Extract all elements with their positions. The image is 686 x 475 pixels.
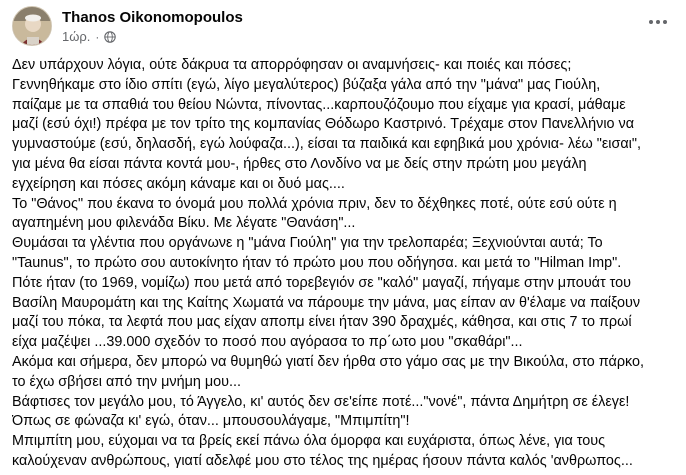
post-text-line: Δεν υπάρχουν λόγια, ούτε δάκρυα τα απορρόφησαν οι αναμνήσεις- και ποιές και πόσες; (12, 57, 572, 73)
post-text-line: Θυμάσαι τα γλέντια που οργάνωνε η "μάνα Γιούλη" για την τρελοπαρέα; Ξεχνιούνται αυτά; Το (12, 235, 603, 252)
post-text-line: είχα μαζέψει ...39.000 σχεδόν το ποσό που αγόρασα το πρ΄ωτο μου "σκαθάρι"... (12, 334, 523, 351)
post-text-line: εγχείρηση και πόσες ακόμη κάναμε και οι δυό μας.... (12, 175, 345, 192)
post-text-line: παίζαμε με τα σπαθιά του θείου Νώντα, πίνοντας...καρπουζόζουμο που είχαμε για κρασί, μάθαμε (12, 96, 626, 113)
post-text-line: Πότε ήταν (το 1969, νομίζω) που μετά από τορεβεγιόν σε "καλό" μαγαζί, πήγαμε στην μπουάτ του (12, 274, 632, 291)
more-dot (663, 20, 667, 24)
post-text-line: μαζί (εσύ όχι!) πρέφα με τον τρίτο της κομπανίας Θόδωρο Καστρινό. Τρέχαμε στον Πανελλήνιο να (12, 116, 635, 133)
post-text-line: Ακόμα και σήμερα, δεν μπορώ να θυμηθώ γιατί δεν ήρθα στο γάμο σας με την Βικούλα, στο πάρκο, (12, 353, 645, 370)
globe-icon[interactable] (104, 31, 116, 43)
post-text-line: το έχω σβήσει από την μνήμη μου... (12, 373, 242, 390)
post-text-line: για μένα θα είσαι πάντα κοντά μου-, ήρθες στο Λονδίνο να με δείς στην πρώτη μου μεγάλη (12, 155, 587, 172)
post-text-line: Μπιμπίτη μου, εύχομαι να τα βρείς εκεί πάνω όλα όμορφα και ευχάριστα, όπως λένε, για τους (12, 433, 606, 450)
post-text-line: καλούχεναν ανθρώπους, γιατί αδελφέ μου στο τέλος της ημέρας ήσουν πάντα καλός 'ανθρωπος... (12, 452, 633, 469)
post-text-line: γυμναστούμε (εσύ, δηλασδή, εγώ λούφαζα...), είσαι τα παιδικά και εφηβικά μου χρόνια- λέω "εισαι", (12, 136, 641, 153)
avatar[interactable] (12, 6, 52, 46)
post-header (12, 6, 676, 46)
post-text-line: Το "Θάνος" που έκανα το όνομά μου πολλά χρόνια πριν, δεν το δέχθηκες ποτέ, ούτε εσύ ούτε η (12, 195, 617, 212)
post-text-line: Βασίλη Μαυρομάτη και της Καίτης Χωματά να πάρουμε την μάνα, μας είπαν αν θ'έλαμε να παίξουν (12, 294, 641, 311)
post-timestamp[interactable]: 1ώρ. (62, 29, 91, 44)
post-meta (62, 29, 116, 44)
post-text-line: αγαπημένη μου φιλενάδα Βίκυ. Με λέγατε "Θανάση"... (12, 215, 356, 232)
separator-dot: · (95, 29, 100, 44)
more-options-icon[interactable] (644, 12, 672, 32)
post-text (12, 56, 682, 472)
post-text-line: μαζί του πόκα, τα λεφτά που μας είχαν αποπμ είνει ήταν 390 δραχμές, κάθησα, και στις 7 το πρωί (12, 314, 632, 331)
post-author[interactable]: Thanos Oikonomopoulos (62, 9, 243, 26)
profile-photo (13, 7, 52, 46)
post-text-line: Όπως σε φώναζα κι' εγώ, όταν... μπουσουλάγαμε, "Μπιμπίτη"! (12, 413, 410, 430)
more-dot (656, 20, 660, 24)
more-dot (649, 20, 653, 24)
post-text-line: Γεννηθήκαμε στο ίδιο σπίτι (εγώ, λίγο μεγαλύτερος) βύζαξα γάλα από την "μάνα" μας Γιούλη, (12, 76, 601, 93)
post-text-line: "Taunus", το πρώτο σου αυτοκίνητο ήταν τό πρώτο μου που οδήγησα. και μετά το "Hilman Imp". (12, 254, 622, 271)
post-text-line: Βάφτισες τον μεγάλο μου, τό Άγγελο, κι' αυτός δεν σε'είπε ποτέ..."νονέ", πάντα Δημήτρη σε έλεγε! (12, 393, 630, 410)
